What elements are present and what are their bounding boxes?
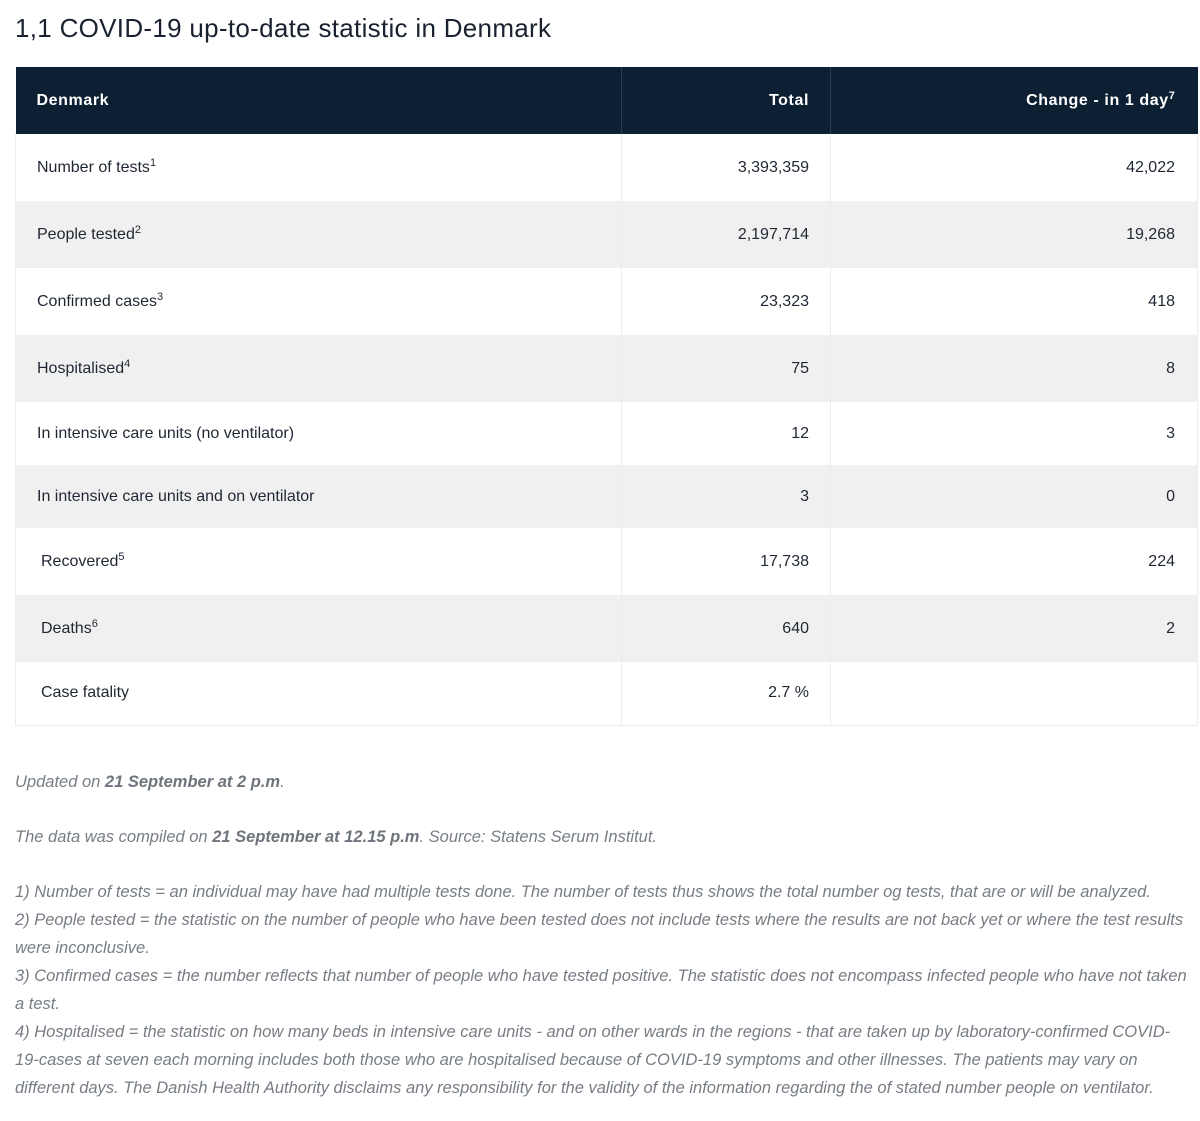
footnote: 3) Confirmed cases = the number reflects that number of people who have tested positive. The statistic does not encompass infected people who have not taken a test.: [15, 967, 1187, 1013]
table-row: [16, 662, 1198, 725]
row-total: 3,393,359: [622, 134, 831, 201]
row-label: Deaths$^6$: [16, 595, 622, 662]
row-change: 0: [831, 465, 1198, 528]
row-label: Recovered$^5$: [16, 528, 622, 595]
row-total: 2.7 %: [622, 662, 831, 725]
table-row: [16, 402, 1198, 465]
table-row: [16, 268, 1198, 335]
row-label: Number of tests$^1$: [16, 134, 622, 201]
row-change: 2: [831, 595, 1198, 662]
table-row: [16, 595, 1198, 662]
table-row: [16, 201, 1198, 268]
compiled-date: 21 September at 12.15 p.m: [212, 828, 420, 846]
updated-date: 21 September at 2 p.m: [104, 773, 281, 791]
row-label: People tested$^2$: [16, 201, 622, 268]
row-total: 75: [622, 335, 831, 402]
notes-section: [15, 768, 1190, 1102]
table-header-row: [16, 67, 1198, 134]
updated-note: Updated on 21 September at 2 p.m.: [15, 773, 285, 791]
row-total: 2,197,714: [622, 201, 831, 268]
row-total: 640: [622, 595, 831, 662]
table-row: [16, 465, 1198, 528]
statistics-table: [15, 67, 1198, 726]
row-label: Case fatality: [16, 662, 622, 725]
header-change: [831, 67, 1198, 134]
row-change: 224: [831, 528, 1198, 595]
table-row: [16, 134, 1198, 201]
row-label: Hospitalised$^4$: [16, 335, 622, 402]
header-change-label: Change - in 1 day: [1026, 91, 1169, 109]
row-total: 12: [622, 402, 831, 465]
header-denmark: Denmark: [16, 67, 622, 134]
page-title: 1,1 COVID-19 up-to-date statistic in Denmark: [15, 13, 552, 43]
header-total: Total: [622, 67, 831, 134]
row-total: 3: [622, 465, 831, 528]
footnote: 2) People tested = the statistic on the number of people who have been tested does not include tests where the results are not back yet or where the test results were inconclusive.: [15, 911, 1184, 957]
row-change: [831, 662, 1198, 725]
header-change-sup: 7: [1168, 89, 1176, 102]
row-total: 23,323: [622, 268, 831, 335]
row-label: In intensive care units (no ventilator): [16, 402, 622, 465]
row-label: In intensive care units and on ventilator: [16, 465, 622, 528]
footnote: 4) Hospitalised = the statistic on how many beds in intensive care units - and on other wards in the regions - that are taken up by laboratory-confirmed COVID-19-cases at seven each morning includes both those who are hospitalised because of COVID-19 symptoms and other illnesses. The patients may vary on different days. The Danish Health Authority disclaims any responsibility for the validity of the information regarding the of stated number people on ventilator.: [15, 1023, 1171, 1097]
table-row: [16, 335, 1198, 402]
row-change: 418: [831, 268, 1198, 335]
row-label: Confirmed cases$^3$: [16, 268, 622, 335]
compiled-note: The data was compiled on 21 September at 12.15 p.m. Source: Statens Serum Institut.: [15, 828, 657, 846]
row-change: 42,022: [831, 134, 1198, 201]
row-change: 8: [831, 335, 1198, 402]
footnote: 1) Number of tests = an individual may have had multiple tests done. The number of tests thus shows the total number og tests, that are or will be analyzed.: [15, 883, 1151, 901]
table-row: [16, 528, 1198, 595]
row-change: 19,268: [831, 201, 1198, 268]
row-total: 17,738: [622, 528, 831, 595]
row-change: 3: [831, 402, 1198, 465]
